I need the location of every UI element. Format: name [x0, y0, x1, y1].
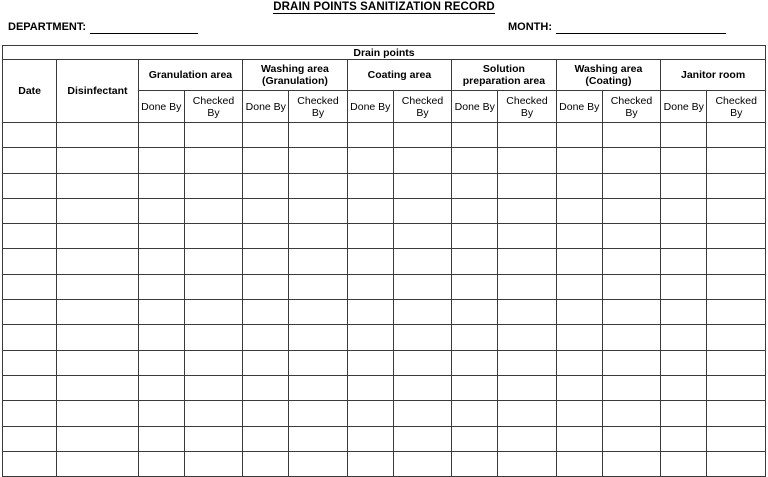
cell-done-by[interactable] — [661, 173, 707, 198]
cell-checked-by[interactable] — [289, 401, 347, 426]
sub-header-checked-by-4: Checked By — [498, 91, 556, 123]
cell-done-by[interactable] — [243, 426, 289, 451]
cell-done-by[interactable] — [243, 401, 289, 426]
cell-checked-by[interactable] — [498, 426, 556, 451]
cell-checked-by[interactable] — [707, 173, 766, 198]
cell-checked-by[interactable] — [393, 224, 451, 249]
cell-checked-by[interactable] — [393, 274, 451, 299]
cell-done-by[interactable] — [138, 249, 184, 274]
cell-done-by[interactable] — [138, 173, 184, 198]
cell-done-by[interactable] — [243, 325, 289, 350]
cell-checked-by[interactable] — [602, 274, 660, 299]
column-header-date: Date — [3, 60, 57, 123]
cell-checked-by[interactable] — [498, 325, 556, 350]
cell-date[interactable] — [3, 300, 57, 325]
cell-checked-by[interactable] — [602, 123, 660, 148]
cell-checked-by[interactable] — [707, 325, 766, 350]
cell-disinfectant[interactable] — [57, 274, 138, 299]
cell-checked-by[interactable] — [707, 224, 766, 249]
cell-done-by[interactable] — [347, 350, 393, 375]
cell-checked-by[interactable] — [602, 173, 660, 198]
cell-checked-by[interactable] — [289, 198, 347, 223]
cell-checked-by[interactable] — [393, 426, 451, 451]
table-row — [3, 350, 766, 375]
cell-done-by[interactable] — [138, 224, 184, 249]
cell-done-by[interactable] — [556, 451, 602, 476]
cell-checked-by[interactable] — [289, 274, 347, 299]
cell-checked-by[interactable] — [602, 224, 660, 249]
cell-disinfectant[interactable] — [57, 249, 138, 274]
cell-date[interactable] — [3, 350, 57, 375]
cell-done-by[interactable] — [138, 401, 184, 426]
cell-checked-by[interactable] — [289, 123, 347, 148]
cell-done-by[interactable] — [347, 401, 393, 426]
cell-done-by[interactable] — [452, 300, 498, 325]
cell-done-by[interactable] — [347, 274, 393, 299]
cell-done-by[interactable] — [556, 224, 602, 249]
table-row — [3, 198, 766, 223]
sub-header-done-by-2: Done By — [243, 91, 289, 123]
cell-date[interactable] — [3, 249, 57, 274]
cell-checked-by[interactable] — [184, 123, 242, 148]
cell-checked-by[interactable] — [289, 173, 347, 198]
cell-date[interactable] — [3, 148, 57, 173]
sub-header-done-by-6: Done By — [661, 91, 707, 123]
cell-done-by[interactable] — [556, 148, 602, 173]
cell-disinfectant[interactable] — [57, 148, 138, 173]
cell-done-by[interactable] — [452, 224, 498, 249]
cell-checked-by[interactable] — [184, 224, 242, 249]
cell-done-by[interactable] — [138, 451, 184, 476]
table-row — [3, 224, 766, 249]
cell-done-by[interactable] — [661, 451, 707, 476]
cell-done-by[interactable] — [347, 148, 393, 173]
department-field — [8, 20, 198, 34]
cell-done-by[interactable] — [452, 173, 498, 198]
cell-checked-by[interactable] — [289, 451, 347, 476]
cell-done-by[interactable] — [661, 350, 707, 375]
cell-checked-by[interactable] — [184, 249, 242, 274]
cell-done-by[interactable] — [243, 451, 289, 476]
cell-done-by[interactable] — [243, 198, 289, 223]
cell-done-by[interactable] — [556, 300, 602, 325]
cell-checked-by[interactable] — [602, 148, 660, 173]
cell-date[interactable] — [3, 426, 57, 451]
cell-done-by[interactable] — [556, 401, 602, 426]
cell-checked-by[interactable] — [498, 148, 556, 173]
table-row — [3, 173, 766, 198]
table-row — [3, 249, 766, 274]
cell-done-by[interactable] — [347, 300, 393, 325]
cell-done-by[interactable] — [243, 224, 289, 249]
cell-checked-by[interactable] — [498, 224, 556, 249]
cell-done-by[interactable] — [661, 148, 707, 173]
cell-checked-by[interactable] — [393, 123, 451, 148]
cell-done-by[interactable] — [347, 224, 393, 249]
cell-done-by[interactable] — [452, 451, 498, 476]
cell-done-by[interactable] — [556, 350, 602, 375]
cell-done-by[interactable] — [452, 148, 498, 173]
cell-checked-by[interactable] — [602, 325, 660, 350]
sub-header-done-by-4: Done By — [452, 91, 498, 123]
cell-checked-by[interactable] — [707, 350, 766, 375]
cell-checked-by[interactable] — [184, 375, 242, 400]
cell-checked-by[interactable] — [707, 426, 766, 451]
table-row — [3, 401, 766, 426]
cell-checked-by[interactable] — [498, 401, 556, 426]
cell-checked-by[interactable] — [184, 350, 242, 375]
cell-date[interactable] — [3, 198, 57, 223]
cell-checked-by[interactable] — [289, 300, 347, 325]
cell-disinfectant[interactable] — [57, 173, 138, 198]
cell-done-by[interactable] — [452, 350, 498, 375]
cell-checked-by[interactable] — [184, 426, 242, 451]
cell-checked-by[interactable] — [602, 350, 660, 375]
table-body — [3, 123, 766, 477]
sub-header-checked-by-3: Checked By — [393, 91, 451, 123]
sub-header-done-by-5: Done By — [556, 91, 602, 123]
cell-done-by[interactable] — [452, 426, 498, 451]
cell-done-by[interactable] — [138, 274, 184, 299]
sub-header-done-by-1: Done By — [138, 91, 184, 123]
cell-disinfectant[interactable] — [57, 325, 138, 350]
cell-checked-by[interactable] — [498, 451, 556, 476]
cell-checked-by[interactable] — [498, 375, 556, 400]
department-label: DEPARTMENT: — [8, 21, 87, 33]
cell-checked-by[interactable] — [707, 198, 766, 223]
cell-checked-by[interactable] — [393, 198, 451, 223]
cell-done-by[interactable] — [661, 401, 707, 426]
cell-checked-by[interactable] — [393, 375, 451, 400]
cell-done-by[interactable] — [138, 300, 184, 325]
cell-disinfectant[interactable] — [57, 123, 138, 148]
cell-done-by[interactable] — [243, 300, 289, 325]
cell-checked-by[interactable] — [393, 401, 451, 426]
cell-checked-by[interactable] — [184, 148, 242, 173]
cell-done-by[interactable] — [556, 274, 602, 299]
cell-checked-by[interactable] — [707, 375, 766, 400]
month-label: MONTH: — [508, 21, 552, 33]
area-header-washing-area-coating: Washing area (Coating) — [556, 60, 661, 91]
cell-done-by[interactable] — [661, 123, 707, 148]
table-row — [3, 426, 766, 451]
cell-checked-by[interactable] — [393, 325, 451, 350]
table-row — [3, 451, 766, 476]
cell-done-by[interactable] — [556, 249, 602, 274]
cell-checked-by[interactable] — [602, 451, 660, 476]
cell-checked-by[interactable] — [602, 375, 660, 400]
cell-done-by[interactable] — [556, 375, 602, 400]
cell-checked-by[interactable] — [707, 401, 766, 426]
cell-done-by[interactable] — [138, 198, 184, 223]
cell-checked-by[interactable] — [184, 325, 242, 350]
cell-done-by[interactable] — [661, 325, 707, 350]
cell-date[interactable] — [3, 375, 57, 400]
cell-checked-by[interactable] — [602, 300, 660, 325]
cell-checked-by[interactable] — [184, 451, 242, 476]
cell-disinfectant[interactable] — [57, 198, 138, 223]
cell-done-by[interactable] — [138, 375, 184, 400]
cell-date[interactable] — [3, 451, 57, 476]
sub-header-checked-by-2: Checked By — [289, 91, 347, 123]
cell-done-by[interactable] — [661, 198, 707, 223]
cell-done-by[interactable] — [452, 375, 498, 400]
cell-done-by[interactable] — [243, 274, 289, 299]
area-header-washing-area-granulation: Washing area (Granulation) — [243, 60, 348, 91]
cell-done-by[interactable] — [661, 300, 707, 325]
drain-points-record-table — [2, 45, 766, 477]
sub-header-checked-by-6: Checked By — [707, 91, 766, 123]
cell-disinfectant[interactable] — [57, 401, 138, 426]
cell-done-by[interactable] — [347, 325, 393, 350]
cell-checked-by[interactable] — [184, 173, 242, 198]
cell-done-by[interactable] — [661, 224, 707, 249]
table-row — [3, 148, 766, 173]
table-area-header-row — [3, 60, 766, 91]
table-row — [3, 375, 766, 400]
cell-checked-by[interactable] — [289, 148, 347, 173]
cell-checked-by[interactable] — [393, 148, 451, 173]
table-row — [3, 325, 766, 350]
cell-done-by[interactable] — [452, 401, 498, 426]
month-input[interactable] — [556, 21, 726, 34]
cell-checked-by[interactable] — [602, 198, 660, 223]
cell-done-by[interactable] — [138, 123, 184, 148]
cell-done-by[interactable] — [347, 173, 393, 198]
cell-done-by[interactable] — [661, 274, 707, 299]
column-header-disinfectant: Disinfectant — [57, 60, 138, 123]
table-row — [3, 300, 766, 325]
cell-done-by[interactable] — [556, 173, 602, 198]
table-group-header-row — [3, 46, 766, 60]
cell-done-by[interactable] — [452, 325, 498, 350]
department-input[interactable] — [90, 21, 198, 34]
cell-date[interactable] — [3, 325, 57, 350]
cell-done-by[interactable] — [347, 198, 393, 223]
page-title — [0, 1, 768, 13]
cell-done-by[interactable] — [556, 325, 602, 350]
cell-disinfectant[interactable] — [57, 375, 138, 400]
cell-done-by[interactable] — [347, 123, 393, 148]
cell-checked-by[interactable] — [498, 198, 556, 223]
cell-done-by[interactable] — [243, 375, 289, 400]
cell-checked-by[interactable] — [393, 451, 451, 476]
cell-done-by[interactable] — [452, 249, 498, 274]
cell-done-by[interactable] — [452, 198, 498, 223]
cell-checked-by[interactable] — [289, 224, 347, 249]
cell-checked-by[interactable] — [289, 325, 347, 350]
cell-done-by[interactable] — [661, 375, 707, 400]
sub-header-checked-by-5: Checked By — [602, 91, 660, 123]
cell-checked-by[interactable] — [498, 173, 556, 198]
cell-checked-by[interactable] — [289, 350, 347, 375]
cell-checked-by[interactable] — [498, 123, 556, 148]
table-row — [3, 274, 766, 299]
month-field — [508, 20, 726, 34]
cell-date[interactable] — [3, 173, 57, 198]
cell-disinfectant[interactable] — [57, 224, 138, 249]
cell-disinfectant[interactable] — [57, 350, 138, 375]
cell-done-by[interactable] — [556, 123, 602, 148]
cell-done-by[interactable] — [556, 198, 602, 223]
table-head — [3, 46, 766, 123]
cell-checked-by[interactable] — [393, 300, 451, 325]
cell-disinfectant[interactable] — [57, 451, 138, 476]
group-header-drain-points: Drain points — [3, 46, 766, 60]
cell-done-by[interactable] — [138, 148, 184, 173]
cell-date[interactable] — [3, 224, 57, 249]
cell-done-by[interactable] — [243, 148, 289, 173]
cell-checked-by[interactable] — [498, 249, 556, 274]
cell-checked-by[interactable] — [184, 401, 242, 426]
cell-checked-by[interactable] — [393, 173, 451, 198]
cell-done-by[interactable] — [347, 249, 393, 274]
cell-checked-by[interactable] — [393, 249, 451, 274]
cell-done-by[interactable] — [556, 426, 602, 451]
sub-header-done-by-3: Done By — [347, 91, 393, 123]
cell-checked-by[interactable] — [602, 426, 660, 451]
area-header-solution-preparation-area: Solution preparation area — [452, 60, 557, 91]
cell-date[interactable] — [3, 274, 57, 299]
sub-header-checked-by-1: Checked By — [184, 91, 242, 123]
cell-checked-by[interactable] — [498, 300, 556, 325]
cell-done-by[interactable] — [661, 249, 707, 274]
cell-done-by[interactable] — [452, 274, 498, 299]
cell-done-by[interactable] — [243, 173, 289, 198]
cell-checked-by[interactable] — [602, 401, 660, 426]
cell-done-by[interactable] — [452, 123, 498, 148]
cell-checked-by[interactable] — [393, 350, 451, 375]
meta-row — [0, 20, 768, 38]
cell-disinfectant[interactable] — [57, 300, 138, 325]
cell-done-by[interactable] — [661, 426, 707, 451]
cell-checked-by[interactable] — [289, 426, 347, 451]
cell-done-by[interactable] — [243, 123, 289, 148]
cell-date[interactable] — [3, 123, 57, 148]
cell-date[interactable] — [3, 401, 57, 426]
cell-done-by[interactable] — [243, 350, 289, 375]
cell-checked-by[interactable] — [184, 198, 242, 223]
cell-checked-by[interactable] — [707, 300, 766, 325]
cell-checked-by[interactable] — [602, 249, 660, 274]
cell-checked-by[interactable] — [289, 249, 347, 274]
area-header-granulation-area: Granulation area — [138, 60, 243, 91]
cell-checked-by[interactable] — [184, 274, 242, 299]
cell-done-by[interactable] — [347, 451, 393, 476]
page-title-text: DRAIN POINTS SANITIZATION RECORD — [273, 1, 495, 13]
cell-done-by[interactable] — [138, 350, 184, 375]
cell-done-by[interactable] — [243, 249, 289, 274]
cell-done-by[interactable] — [138, 325, 184, 350]
cell-checked-by[interactable] — [498, 350, 556, 375]
cell-checked-by[interactable] — [707, 148, 766, 173]
cell-checked-by[interactable] — [498, 274, 556, 299]
area-header-coating-area: Coating area — [347, 60, 452, 91]
table-row — [3, 123, 766, 148]
area-header-janitor-room: Janitor room — [661, 60, 766, 91]
cell-checked-by[interactable] — [707, 123, 766, 148]
cell-done-by[interactable] — [347, 426, 393, 451]
cell-done-by[interactable] — [347, 375, 393, 400]
cell-checked-by[interactable] — [707, 249, 766, 274]
cell-done-by[interactable] — [138, 426, 184, 451]
cell-disinfectant[interactable] — [57, 426, 138, 451]
cell-checked-by[interactable] — [707, 274, 766, 299]
cell-checked-by[interactable] — [707, 451, 766, 476]
cell-checked-by[interactable] — [184, 300, 242, 325]
cell-checked-by[interactable] — [289, 375, 347, 400]
